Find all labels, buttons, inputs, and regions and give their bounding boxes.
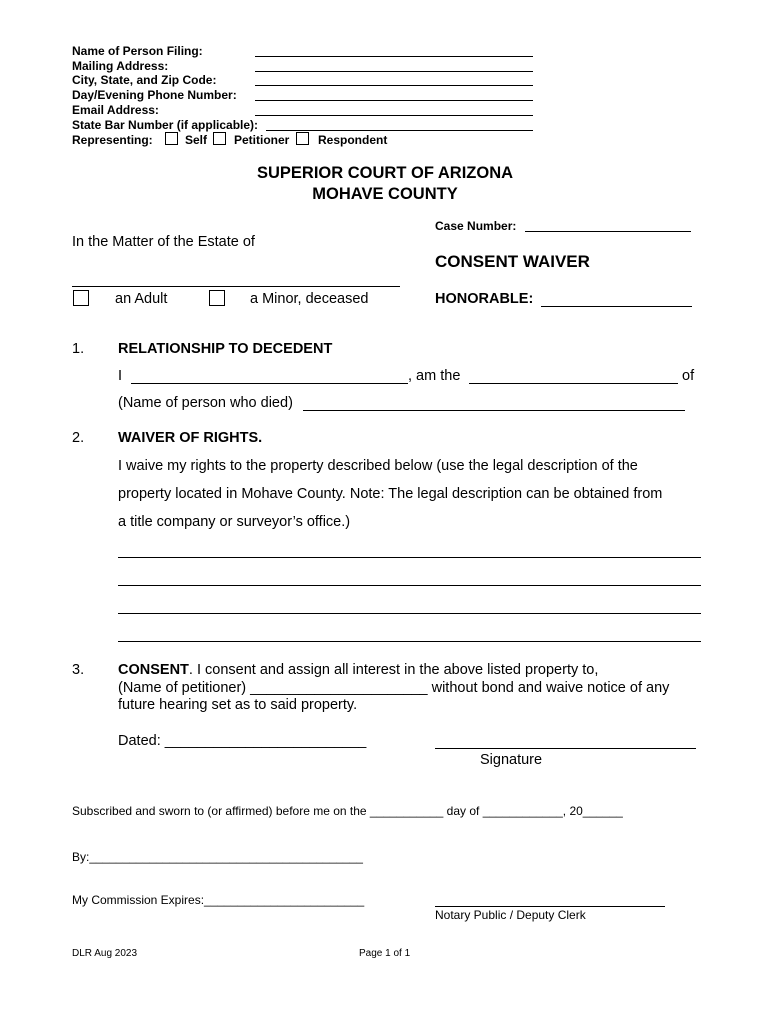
decedent-name-field[interactable] <box>72 286 400 287</box>
waiver-text-line-2: property located in Mohave County. Note: The legal description can be obtained from <box>118 486 663 502</box>
dated-field[interactable]: Dated: _________________________ <box>118 733 367 749</box>
honorable-label: HONORABLE: <box>435 291 534 307</box>
minor-deceased-label: a Minor, deceased <box>250 291 369 307</box>
signature-label: Signature <box>480 752 543 768</box>
i-text: I <box>118 368 123 384</box>
adult-checkbox[interactable] <box>73 290 89 306</box>
section-1-heading: RELATIONSHIP TO DECEDENT <box>118 341 333 357</box>
county-name: MOHAVE COUNTY <box>312 185 458 203</box>
signature-line[interactable] <box>435 748 696 749</box>
respondent-checkbox[interactable] <box>296 132 309 145</box>
representing-label: Representing: <box>72 133 153 147</box>
section-3-heading: CONSENT <box>118 662 189 678</box>
estate-matter-label: In the Matter of the Estate of <box>72 234 255 250</box>
mailing-address-field[interactable] <box>255 71 533 72</box>
state-bar-number-field[interactable] <box>266 130 533 131</box>
email-address-field[interactable] <box>255 115 533 116</box>
city-state-zip-field[interactable] <box>255 85 533 86</box>
legal-description-line-2[interactable] <box>118 585 701 586</box>
adult-label: an Adult <box>115 291 168 307</box>
person-who-died-label: (Name of person who died) <box>118 395 293 411</box>
am-the-text: , am the <box>408 368 461 384</box>
subscribed-sworn-text: Subscribed and sworn to (or affirmed) before me on the ___________ day of ____________, 20______ <box>72 804 623 818</box>
petitioner-checkbox[interactable] <box>213 132 226 145</box>
relationship-field[interactable] <box>469 383 678 384</box>
name-of-person-filing-label: Name of Person Filing: <box>72 44 203 58</box>
case-number-label: Case Number: <box>435 219 517 233</box>
email-address-label: Email Address: <box>72 102 159 117</box>
section-2-number: 2. <box>72 430 85 446</box>
self-label: Self <box>185 133 208 147</box>
city-state-zip-label: City, State, and Zip Code: <box>72 73 217 88</box>
document-title: CONSENT WAIVER <box>435 252 590 271</box>
of-text: of <box>682 368 695 384</box>
self-checkbox[interactable] <box>165 132 178 145</box>
court-name: SUPERIOR COURT OF ARIZONA <box>256 164 514 182</box>
legal-description-line-4[interactable] <box>118 641 701 642</box>
minor-checkbox[interactable] <box>209 290 225 306</box>
revision-label: DLR Aug 2023 <box>72 948 138 959</box>
waiver-text-line-3: a title company or surveyor’s office.) <box>118 514 351 530</box>
consent-line-2: (Name of petitioner) ______________________ without bond and waive notice of any <box>118 680 670 696</box>
commission-expires-field[interactable]: My Commission Expires:________________________ <box>72 893 365 907</box>
phone-number-field[interactable] <box>255 100 533 101</box>
phone-number-label: Day/Evening Phone Number: <box>72 88 237 103</box>
notary-signature-line[interactable] <box>435 906 665 907</box>
consent-line-1-text: . I consent and assign all interest in the above listed property to, <box>188 662 599 678</box>
name-of-person-filing-field[interactable] <box>255 56 533 57</box>
consent-line-1 <box>118 662 598 678</box>
consent-line-3: future hearing set as to said property. <box>118 697 358 713</box>
section-1-number: 1. <box>72 341 85 357</box>
mailing-address-label: Mailing Address: <box>72 58 169 73</box>
state-bar-number-label: State Bar Number (if applicable): <box>72 117 259 132</box>
section-3-number: 3. <box>72 662 85 678</box>
notary-public-label: Notary Public / Deputy Clerk <box>435 908 586 922</box>
respondent-label: Respondent <box>318 133 388 147</box>
declarant-name-field[interactable] <box>131 383 408 384</box>
by-field[interactable]: By:_________________________________________ <box>72 850 363 864</box>
petitioner-label: Petitioner <box>234 133 290 147</box>
legal-description-line-1[interactable] <box>118 557 701 558</box>
section-2-heading: WAIVER OF RIGHTS. <box>118 430 263 446</box>
person-who-died-field[interactable] <box>303 410 685 411</box>
page-number: Page 1 of 1 <box>359 948 411 959</box>
honorable-field[interactable] <box>541 306 692 307</box>
case-number-field[interactable] <box>525 231 691 232</box>
waiver-text-line-1: I waive my rights to the property described below (use the legal description of the <box>118 458 638 474</box>
legal-description-line-3[interactable] <box>118 613 701 614</box>
